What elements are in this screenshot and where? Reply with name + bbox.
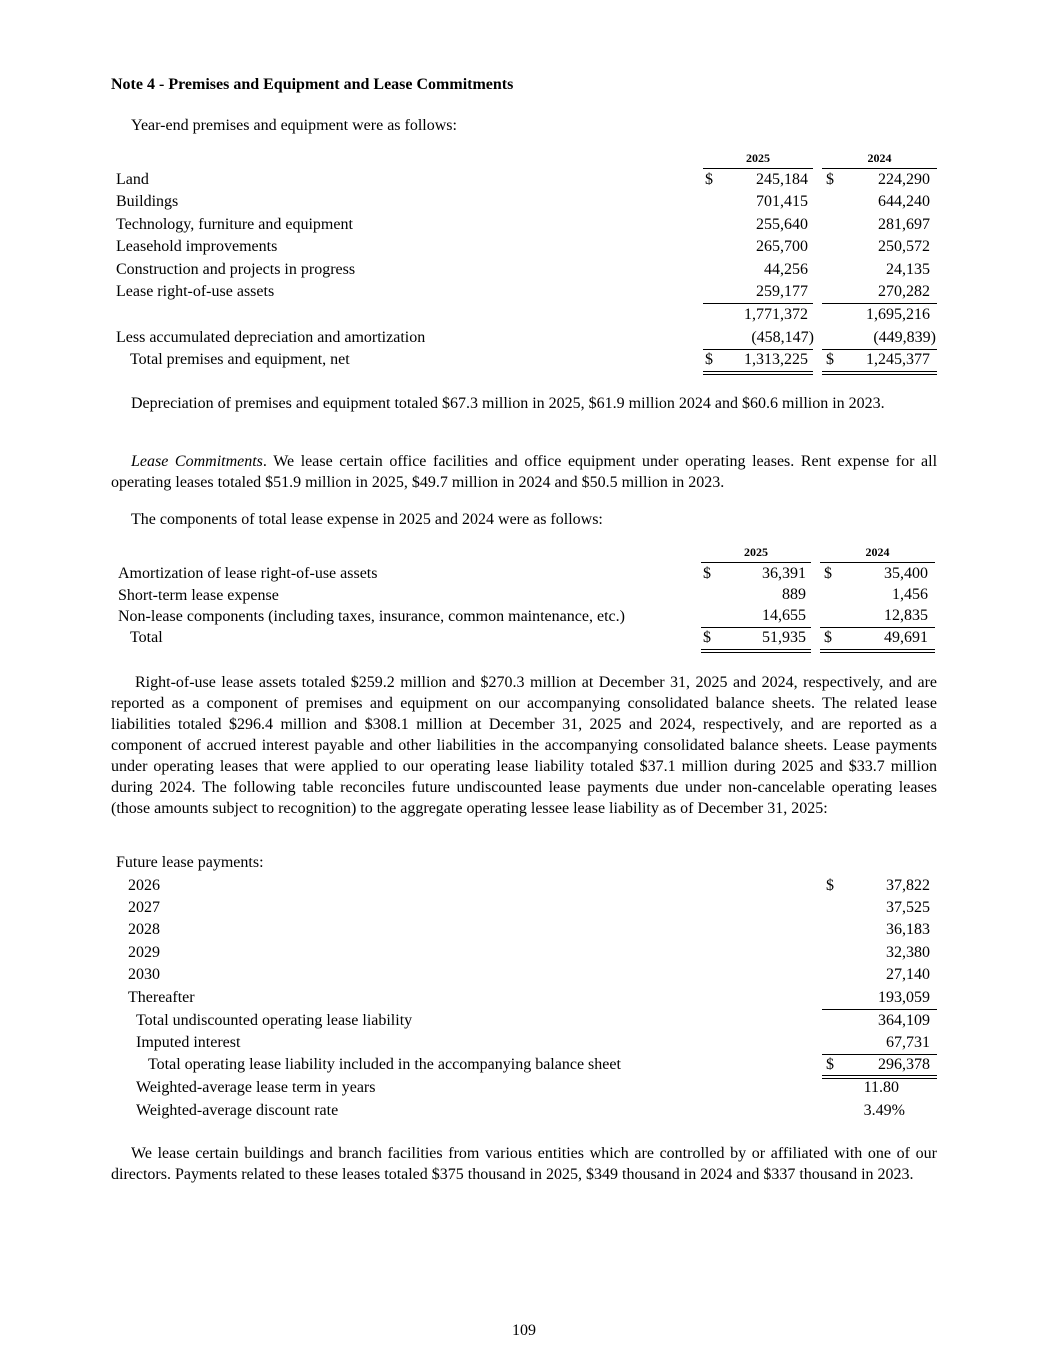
table-cell-2024: 250,572 [878, 238, 930, 255]
table-row-label: Weighted-average discount rate [136, 1102, 339, 1119]
dollar-sign: $ [705, 351, 713, 368]
table-cell-2024: 35,400 [884, 565, 928, 582]
table-cell-2025: 51,935 [762, 629, 806, 646]
related-party-paragraph: We lease certain buildings and branch facilities from various entities which are controlled by or affiliated with one of our directors. Payments related to these leases totaled $375 thousand in 2025, $349 thousand in 2024 and $337 thousand in 2023. [111, 1145, 937, 1183]
table-cell-2024: 1,245,377 [866, 351, 930, 368]
rou-paragraph: Right-of-use lease assets totaled $259.2 million and $270.3 million at December 31, 2025 and 2024, respectively, and are reported as a component of premises and equipment on our accompanying consolidated balance sheets. The related lease liabilities totaled $296.4 million and $308.1 million at December 31, 2025 and 2024, respectively, and are reported as a component of accrued interest payable and other liabilities in the accompanying consolidated balance sheets. Lease payments under operating leases that were applied to our operating lease liability totaled $37.1 million during 2025 and $33.7 million during 2024. The following table reconciles future undiscounted lease payments due under non-cancelable operating leases (those amounts subject to recognition) to the aggregate operating lessee lease liability as of December 31, 2025: [111, 674, 937, 817]
dollar-sign: $ [826, 171, 834, 188]
table-cell-2025: 255,640 [756, 216, 808, 233]
table-row-label: 2026 [128, 877, 160, 894]
table-cell-2024: 644,240 [878, 193, 930, 210]
table-row-label: Weighted-average lease term in years [136, 1079, 376, 1096]
table-row-label: Total [130, 629, 163, 646]
table-row-label: Lease right-of-use assets [116, 283, 275, 300]
table-cell-2025: 44,256 [764, 261, 808, 278]
subtotal-rule [822, 1009, 937, 1010]
table-cell-2024: 1,695,216 [866, 306, 930, 323]
dollar-sign: $ [826, 351, 834, 368]
future-payments-header: Future lease payments: [116, 854, 264, 871]
table-cell-value: 32,380 [886, 944, 930, 961]
dollar-sign: $ [705, 171, 713, 188]
table-cell-2024: 24,135 [886, 261, 930, 278]
table-row-label: Short-term lease expense [118, 587, 279, 604]
table-row-label: 2029 [128, 944, 160, 961]
table-cell-value: 296,378 [878, 1056, 930, 1073]
table-cell-2024: (449,839) [873, 329, 936, 346]
double-rule [822, 374, 937, 375]
table-cell-2025: 265,700 [756, 238, 808, 255]
premises-intro: Year-end premises and equipment were as follows: [131, 117, 457, 134]
table-cell-2025: 245,184 [756, 171, 808, 188]
table-row-label: 2027 [128, 899, 160, 916]
double-rule [701, 649, 811, 650]
table-cell-2025: 889 [782, 586, 806, 603]
table-cell-2024: 49,691 [884, 629, 928, 646]
table-row-label: Total operating lease liability included in the accompanying balance sheet [148, 1056, 621, 1073]
table-cell-value: 37,525 [886, 899, 930, 916]
table-cell-2025: 701,415 [756, 193, 808, 210]
lease-commitments-title: Lease Commitments [131, 453, 263, 470]
double-rule [822, 1075, 937, 1076]
header-rule [822, 168, 937, 169]
table-cell-value: 36,183 [886, 921, 930, 938]
table-cell-2025: 1,313,225 [744, 351, 808, 368]
double-rule [822, 371, 937, 372]
table-cell-2025: (458,147) [751, 329, 814, 346]
table-row-label: Amortization of lease right-of-use assets [118, 565, 378, 582]
table-row-label: Leasehold improvements [116, 238, 278, 255]
table-row-label: Less accumulated depreciation and amortization [116, 329, 426, 346]
header-rule [701, 562, 811, 563]
table-cell-2024: 281,697 [878, 216, 930, 233]
lease-commitments-paragraph [111, 451, 937, 493]
table-cell-value: 11.80 [863, 1079, 899, 1096]
dollar-sign: $ [824, 629, 832, 646]
table-cell-2024: 1,456 [892, 586, 928, 603]
dollar-sign: $ [703, 629, 711, 646]
subtotal-rule [703, 303, 813, 304]
lease-col-2024: 2024 [865, 545, 890, 559]
table-row-label: 2028 [128, 921, 160, 938]
dollar-sign: $ [703, 565, 711, 582]
table-cell-2024: 12,835 [884, 607, 928, 624]
table-cell-value: 3.49% [863, 1102, 905, 1119]
table-row-label: Technology, furniture and equipment [116, 216, 353, 233]
double-rule [703, 371, 813, 372]
table-cell-2025: 259,177 [756, 283, 808, 300]
depreciation-paragraph: Depreciation of premises and equipment totaled $67.3 million in 2025, $61.9 million 2024 and $60.6 million in 2023. [131, 395, 885, 412]
lease-expense-intro: The components of total lease expense in 2025 and 2024 were as follows: [131, 511, 603, 528]
double-rule [703, 374, 813, 375]
table-cell-value: 67,731 [886, 1034, 930, 1051]
table-cell-value: 27,140 [886, 966, 930, 983]
table-cell-value: 37,822 [886, 877, 930, 894]
table-cell-2024: 270,282 [878, 283, 930, 300]
dollar-sign: $ [826, 877, 834, 894]
table-row-label: Buildings [116, 193, 179, 210]
header-rule [820, 562, 935, 563]
page-number: 109 [512, 1322, 536, 1339]
table-row-label: Total premises and equipment, net [130, 351, 350, 368]
subtotal-rule [822, 303, 937, 304]
lease-commitments-text: . We lease certain office facilities and office equipment under operating leases. Rent expense for all operating leases totaled $51.9 million in 2025, $49.7 million in 2024 and $50.5 million in 2023. [111, 453, 938, 491]
dollar-sign: $ [826, 1056, 834, 1073]
table-row-label: 2030 [128, 966, 160, 983]
dollar-sign: $ [824, 565, 832, 582]
table-cell-value: 193,059 [878, 989, 930, 1006]
header-rule [703, 168, 813, 169]
double-rule [820, 652, 935, 653]
table-row-label: Non-lease components (including taxes, insurance, common maintenance, etc.) [118, 608, 625, 625]
lease-col-2025: 2025 [744, 545, 768, 559]
table-cell-2024: 224,290 [878, 171, 930, 188]
double-rule [820, 649, 935, 650]
table-row-label: Total undiscounted operating lease liability [136, 1012, 413, 1029]
table-row-label: Thereafter [128, 989, 195, 1006]
table-row-label: Construction and projects in progress [116, 261, 356, 278]
table-row-label: Imputed interest [136, 1034, 241, 1051]
double-rule [701, 652, 811, 653]
table-cell-value: 364,109 [878, 1012, 930, 1029]
premises-col-2025: 2025 [746, 151, 770, 165]
table-row-label: Land [116, 171, 149, 188]
note-title: Note 4 - Premises and Equipment and Lease Commitments [111, 76, 514, 93]
table-cell-2025: 14,655 [762, 607, 806, 624]
table-cell-2025: 1,771,372 [744, 306, 808, 323]
premises-col-2024: 2024 [867, 151, 892, 165]
table-cell-2025: 36,391 [762, 565, 806, 582]
